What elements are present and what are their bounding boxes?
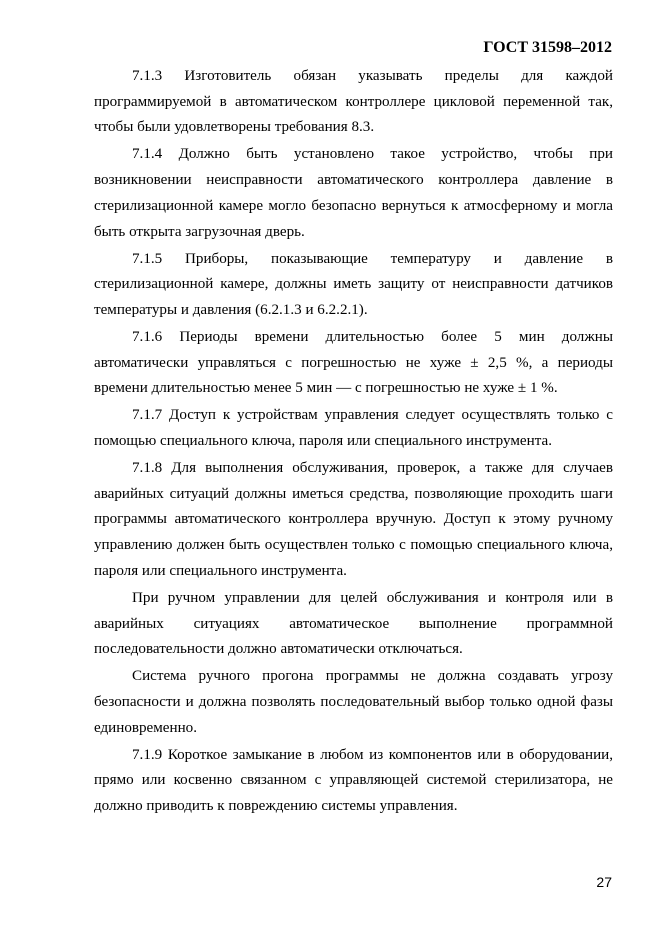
page-number: 27 bbox=[596, 874, 612, 890]
paragraph-manual-control: При ручном управлении для целей обслуживания и контроля или в аварийных ситуациях автоматическое выполнение программной последовательности должно автоматически отключаться. bbox=[94, 589, 613, 658]
paragraph-7-1-7: 7.1.7 Доступ к устройствам управления следует осуществлять только с помощью специального ключа, пароля или специального инструмента. bbox=[94, 407, 613, 450]
paragraph-7-1-9: 7.1.9 Короткое замыкание в любом из компонентов или в оборудовании, прямо или косвенно связанном с управляющей системой стерилизатора, не должно приводить к повреждению системы управления. bbox=[94, 746, 613, 815]
paragraph-7-1-4: 7.1.4 Должно быть установлено такое устройство, чтобы при возникновении неисправности автоматического контроллера давление в стерилизационной камере могло безопасно вернуться к атмосферному и могла быть открыта загрузочная дверь. bbox=[94, 146, 613, 240]
document-body bbox=[94, 64, 613, 821]
paragraph-7-1-6: 7.1.6 Периоды времени длительностью более 5 мин должны автоматически управляться с погрешностью не хуже ± 2,5 %, а периоды времени длительностью менее 5 мин — с погрешностью не хуже ± 1 %. bbox=[94, 328, 613, 397]
paragraph-7-1-5: 7.1.5 Приборы, показывающие температуру и давление в стерилизационной камере, должны иметь защиту от неисправности датчиков температуры и давления (6.2.1.3 и 6.2.2.1). bbox=[94, 250, 613, 318]
document-header: ГОСТ 31598–2012 bbox=[483, 39, 612, 56]
paragraph-7-1-3: 7.1.3 Изготовитель обязан указывать пределы для каждой программируемой в автоматическом контроллере цикловой переменной так, чтобы были удовлетворены требования 8.3. bbox=[94, 68, 613, 136]
paragraph-7-1-8: 7.1.8 Для выполнения обслуживания, проверок, а также для случаев аварийных ситуаций должны иметься средства, позволяющие проходить шаги программы автоматического контроллера вручную. Доступ к этому ручному управлению должен быть осуществлен только с помощью специального ключа, пароля или специального инструмента. bbox=[94, 460, 613, 579]
paragraph-manual-run-system: Система ручного прогона программы не должна создавать угрозу безопасности и должна позволять последовательный выбор только одной фазы единовременно. bbox=[94, 668, 613, 736]
